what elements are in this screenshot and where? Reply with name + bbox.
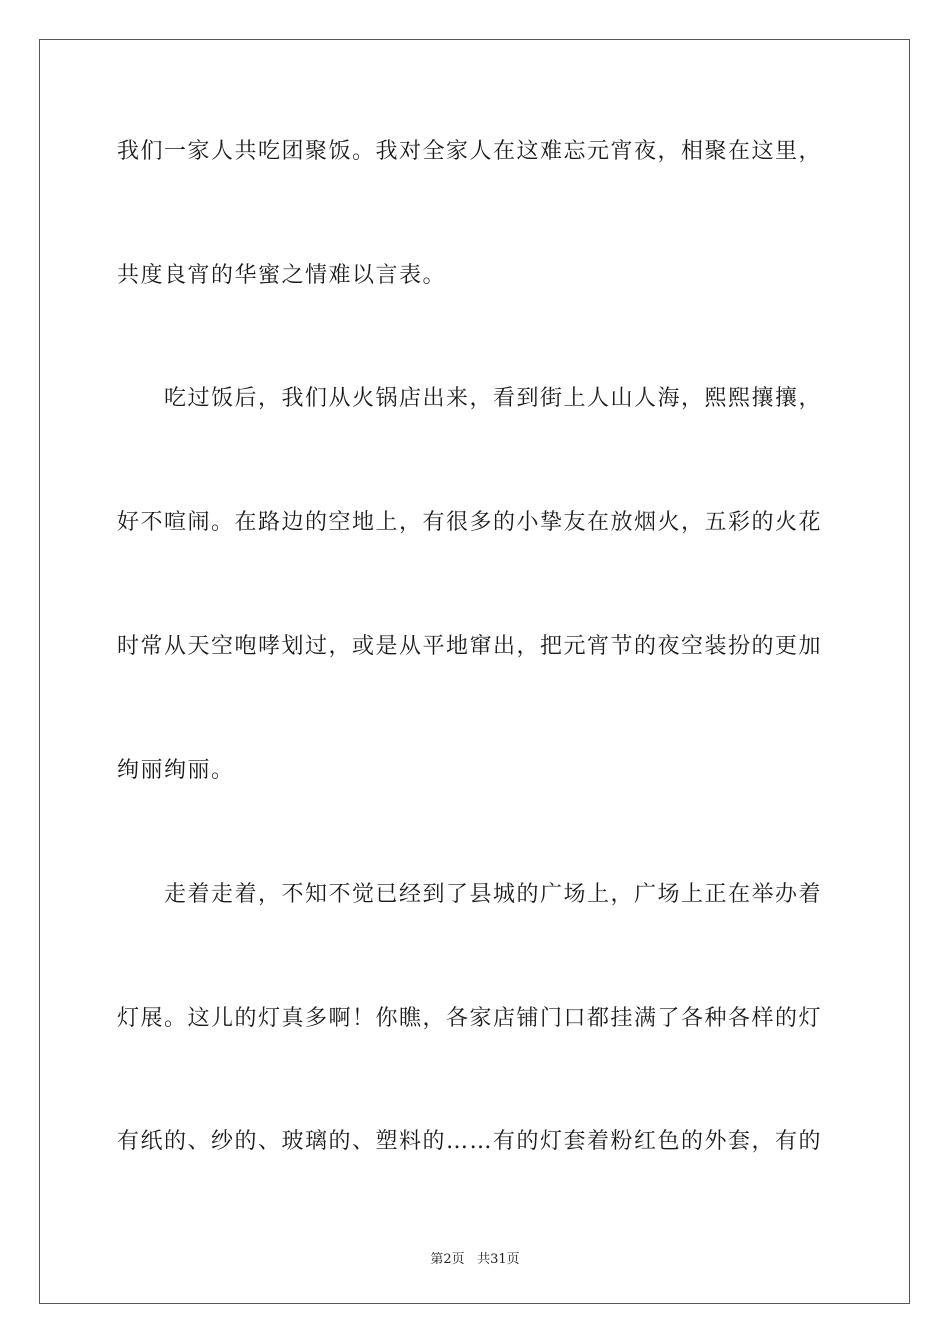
page-footer — [0, 1248, 950, 1267]
page-border — [39, 39, 910, 1304]
page-total: 共31页 — [477, 1252, 520, 1267]
text-line-3: 吃过饭后，我们从火锅店出来，看到街上人山人海，熙熙攘攘， — [164, 386, 823, 411]
text-line-4: 好不喧闹。在路边的空地上，有很多的小挚友在放烟火，五彩的火花 — [117, 510, 823, 535]
text-line-8: 灯展。这儿的灯真多啊！你瞧，各家店铺门口都挂满了各种各样的灯 — [117, 1006, 823, 1031]
text-line-9: 有纸的、纱的、玻璃的、塑料的……有的灯套着粉红色的外套，有的 — [117, 1129, 823, 1154]
text-line-7: 走着走着，不知不觉已经到了县城的广场上，广场上正在举办着 — [164, 882, 823, 907]
text-line-6: 绚丽绚丽。 — [117, 758, 235, 783]
text-line-1: 我们一家人共吃团聚饭。我对全家人在这难忘元宵夜，相聚在这里， — [117, 139, 823, 164]
page-number: 第2页 — [430, 1252, 465, 1267]
text-line-5: 时常从天空咆哮划过，或是从平地窜出，把元宵节的夜空装扮的更加 — [117, 634, 823, 659]
text-line-2: 共度良宵的华蜜之情难以言表。 — [117, 263, 447, 288]
